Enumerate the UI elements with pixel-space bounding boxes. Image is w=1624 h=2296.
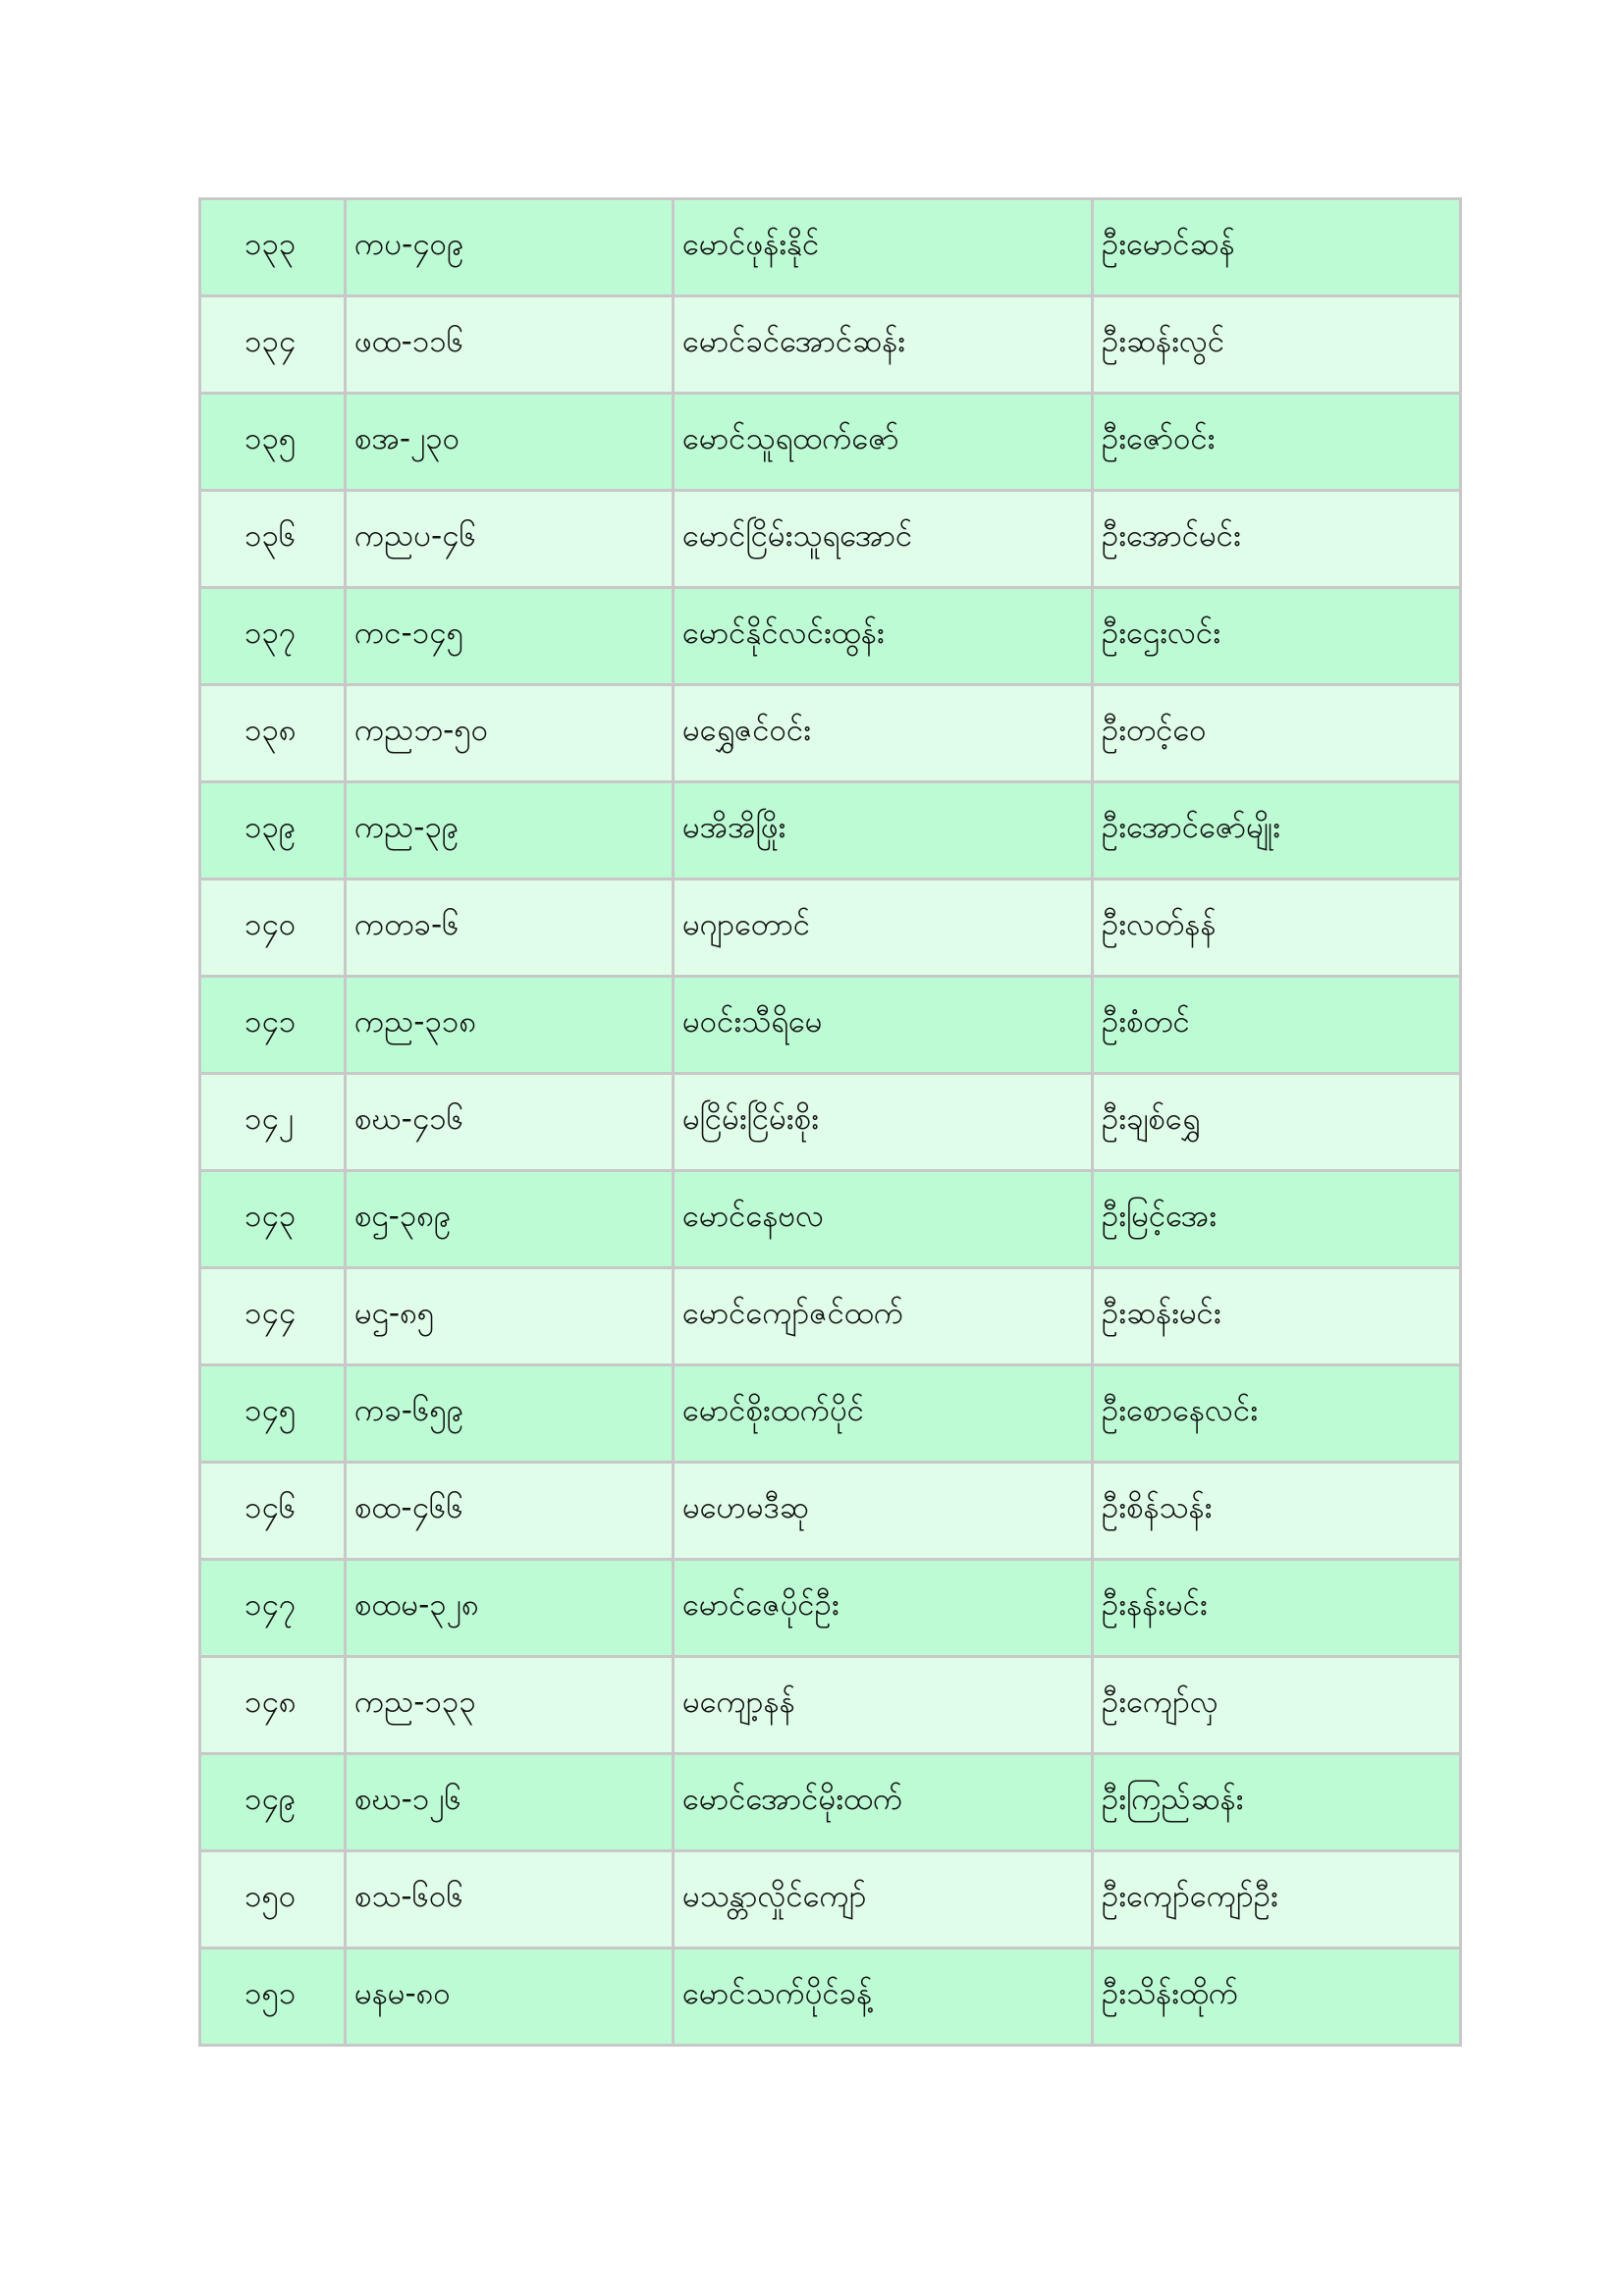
table-body bbox=[200, 199, 1461, 2046]
row-number-cell: ၁၄၂ bbox=[200, 1074, 346, 1171]
father-name-cell: ဦးစံတင် bbox=[1093, 977, 1461, 1074]
roll-number-cell: စအ-၂၃၀ bbox=[346, 394, 674, 491]
row-number-cell: ၁၃၉ bbox=[200, 782, 346, 880]
roll-number-cell: ကညဘ-၅၀ bbox=[346, 685, 674, 782]
father-name-cell: ဦးတင့်ဝေ bbox=[1093, 685, 1461, 782]
student-name-cell: မောင်စိုးထက်ပိုင် bbox=[674, 1365, 1093, 1463]
student-name-cell: မောင်ကျော်ဇင်ထက် bbox=[674, 1268, 1093, 1365]
table-row bbox=[200, 1657, 1461, 1754]
student-list-table-container bbox=[198, 197, 1459, 2047]
father-name-cell: ဦးဆန်းမင်း bbox=[1093, 1268, 1461, 1365]
table-row bbox=[200, 491, 1461, 588]
roll-number-cell: ကည-၃၁၈ bbox=[346, 977, 674, 1074]
table-row bbox=[200, 782, 1461, 880]
table-row bbox=[200, 880, 1461, 977]
row-number-cell: ၁၄၇ bbox=[200, 1560, 346, 1657]
row-number-cell: ၁၃၆ bbox=[200, 491, 346, 588]
row-number-cell: ၁၄၄ bbox=[200, 1268, 346, 1365]
father-name-cell: ဦးကျော်ကျော်ဦး bbox=[1093, 1851, 1461, 1949]
student-name-cell: မကျော့နန် bbox=[674, 1657, 1093, 1754]
row-number-cell: ၁၅၁ bbox=[200, 1949, 346, 2046]
roll-number-cell: ဖထ-၁၁၆ bbox=[346, 296, 674, 394]
student-name-cell: မဝင်းသီရိမေ bbox=[674, 977, 1093, 1074]
student-name-cell: မောင်ဇေပိုင်ဦး bbox=[674, 1560, 1093, 1657]
roll-number-cell: မနမ-၈၀ bbox=[346, 1949, 674, 2046]
student-list-table bbox=[198, 197, 1462, 2047]
student-name-cell: မောင်နိုင်လင်းထွန်း bbox=[674, 588, 1093, 685]
row-number-cell: ၁၃၇ bbox=[200, 588, 346, 685]
roll-number-cell: စထမ-၃၂၈ bbox=[346, 1560, 674, 1657]
student-name-cell: မောင်ငြိမ်းသူရအောင် bbox=[674, 491, 1093, 588]
roll-number-cell: စဃ-၁၂၆ bbox=[346, 1754, 674, 1851]
father-name-cell: ဦးချစ်ရွှေ bbox=[1093, 1074, 1461, 1171]
roll-number-cell: စဃ-၄၁၆ bbox=[346, 1074, 674, 1171]
table-row bbox=[200, 1171, 1461, 1268]
row-number-cell: ၁၄၉ bbox=[200, 1754, 346, 1851]
student-name-cell: မောင်ခင်အောင်ဆန်း bbox=[674, 296, 1093, 394]
roll-number-cell: ကင-၁၄၅ bbox=[346, 588, 674, 685]
roll-number-cell: ကတခ-၆ bbox=[346, 880, 674, 977]
table-row bbox=[200, 1560, 1461, 1657]
table-row bbox=[200, 588, 1461, 685]
table-row bbox=[200, 1851, 1461, 1949]
student-name-cell: မဟေမဒီဆု bbox=[674, 1463, 1093, 1560]
father-name-cell: ဦးနန်းမင်း bbox=[1093, 1560, 1461, 1657]
table-row bbox=[200, 394, 1461, 491]
table-row bbox=[200, 296, 1461, 394]
student-name-cell: မရွှေဇင်ဝင်း bbox=[674, 685, 1093, 782]
student-name-cell: မငြိမ်းငြိမ်းစိုး bbox=[674, 1074, 1093, 1171]
father-name-cell: ဦးအောင်ဇော်မျိုး bbox=[1093, 782, 1461, 880]
father-name-cell: ဦးဇော်ဝင်း bbox=[1093, 394, 1461, 491]
row-number-cell: ၁၅၀ bbox=[200, 1851, 346, 1949]
row-number-cell: ၁၃၅ bbox=[200, 394, 346, 491]
father-name-cell: ဦးစိန်သန်း bbox=[1093, 1463, 1461, 1560]
row-number-cell: ၁၃၈ bbox=[200, 685, 346, 782]
row-number-cell: ၁၄၀ bbox=[200, 880, 346, 977]
father-name-cell: ဦးသိန်းထိုက် bbox=[1093, 1949, 1461, 2046]
father-name-cell: ဦးဆန်းလွင် bbox=[1093, 296, 1461, 394]
father-name-cell: ဦးမြင့်အေး bbox=[1093, 1171, 1461, 1268]
roll-number-cell: ကည-၃၉ bbox=[346, 782, 674, 880]
row-number-cell: ၁၃၄ bbox=[200, 296, 346, 394]
roll-number-cell: ကပ-၄၀၉ bbox=[346, 199, 674, 296]
roll-number-cell: ကညပ-၄၆ bbox=[346, 491, 674, 588]
student-name-cell: မောင်အောင်မိုးထက် bbox=[674, 1754, 1093, 1851]
father-name-cell: ဦးလတ်နန် bbox=[1093, 880, 1461, 977]
table-row bbox=[200, 1949, 1461, 2046]
student-name-cell: မောင်သက်ပိုင်ခန့် bbox=[674, 1949, 1093, 2046]
table-row bbox=[200, 1754, 1461, 1851]
roll-number-cell: စဌ-၃၈၉ bbox=[346, 1171, 674, 1268]
student-name-cell: မောင်သူရထက်ဇော် bbox=[674, 394, 1093, 491]
table-row bbox=[200, 685, 1461, 782]
roll-number-cell: ကခ-၆၅၉ bbox=[346, 1365, 674, 1463]
roll-number-cell: စထ-၄၆၆ bbox=[346, 1463, 674, 1560]
father-name-cell: ဦးမောင်ဆန် bbox=[1093, 199, 1461, 296]
roll-number-cell: ကည-၁၃၃ bbox=[346, 1657, 674, 1754]
table-row bbox=[200, 1463, 1461, 1560]
student-name-cell: မောင်နေဗလ bbox=[674, 1171, 1093, 1268]
row-number-cell: ၁၃၃ bbox=[200, 199, 346, 296]
table-row bbox=[200, 1074, 1461, 1171]
table-row bbox=[200, 1268, 1461, 1365]
table-row bbox=[200, 977, 1461, 1074]
student-name-cell: မအိအိဖြိုး bbox=[674, 782, 1093, 880]
roll-number-cell: မဌ-၈၅ bbox=[346, 1268, 674, 1365]
student-name-cell: မောင်ဖုန်းနိုင် bbox=[674, 199, 1093, 296]
row-number-cell: ၁၄၈ bbox=[200, 1657, 346, 1754]
row-number-cell: ၁၄၁ bbox=[200, 977, 346, 1074]
father-name-cell: ဦးစောနေလင်း bbox=[1093, 1365, 1461, 1463]
student-name-cell: မသန္တာလှိုင်ကျော် bbox=[674, 1851, 1093, 1949]
table-row bbox=[200, 1365, 1461, 1463]
student-name-cell: မဂျာတောင် bbox=[674, 880, 1093, 977]
father-name-cell: ဦးဌေးလင်း bbox=[1093, 588, 1461, 685]
row-number-cell: ၁၄၆ bbox=[200, 1463, 346, 1560]
roll-number-cell: စသ-၆၀၆ bbox=[346, 1851, 674, 1949]
row-number-cell: ၁၄၃ bbox=[200, 1171, 346, 1268]
table-row bbox=[200, 199, 1461, 296]
father-name-cell: ဦးအောင်မင်း bbox=[1093, 491, 1461, 588]
father-name-cell: ဦးကျော်လှ bbox=[1093, 1657, 1461, 1754]
row-number-cell: ၁၄၅ bbox=[200, 1365, 346, 1463]
father-name-cell: ဦးကြည်ဆန်း bbox=[1093, 1754, 1461, 1851]
